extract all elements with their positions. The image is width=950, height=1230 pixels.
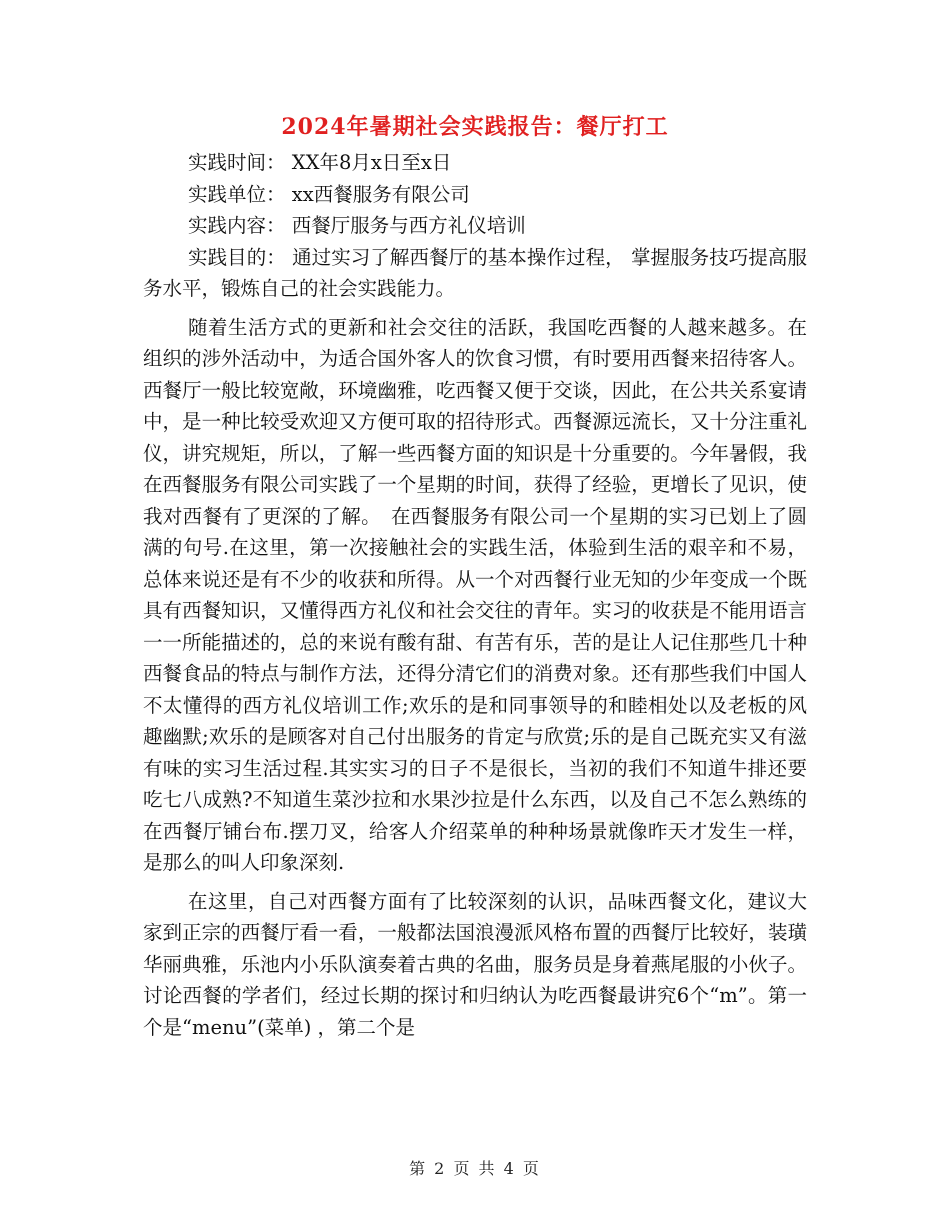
body-paragraph-2: 在这里，自己对西餐方面有了比较深刻的认识，品味西餐文化，建议大家到正宗的西餐厅看一看，一般都法国浪漫派风格布置的西餐厅比较好，装璜华丽典雅，乐池内小乐队演奏着古典的名曲，服务员是身着燕尾服的小伙子。讨论西餐的学者们，经过长期的探讨和归纳认为吃西餐最讲究6个“m”。第一个是“menu”(菜单) ，第二个是 [143, 889, 807, 1039]
meta-practice-unit: 实践单位： xx西餐服务有限公司 [188, 182, 470, 206]
meta-practice-content: 实践内容： 西餐厅服务与西方礼仪培训 [188, 214, 526, 237]
meta-practice-time: 实践时间： XX年8月x日至x日 [188, 151, 452, 174]
document-body [143, 147, 807, 1043]
page-footer: 第 2 页 共 4 页 [409, 1159, 541, 1178]
document-title: 2024年暑期社会实践报告：餐厅打工 [281, 114, 669, 140]
meta-practice-purpose: 实践目的： 通过实习了解西餐厅的基本操作过程， 掌握服务技巧提高服务水平，锻炼自己的社会实践能力。 [143, 245, 807, 300]
body-paragraph-1: 随着生活方式的更新和社会交往的活跃，我国吃西餐的人越来越多。在组织的涉外活动中，为适合国外客人的饮食习惯，有时要用西餐来招待客人。西餐厅一般比较宽敞，环境幽雅，吃西餐又便于交谈，因此，在公共关系宴请中，是一种比较受欢迎又方便可取的招待形式。西餐源远流长，又十分注重礼仪，讲究规矩，所以，了解一些西餐方面的知识是十分重要的。今年暑假，我在西餐服务有限公司实践了一个星期的时间，获得了经验，更增长了见识，使我对西餐有了更深的了解。 在西餐服务有限公司一个星期的实习已划上了圆满的句号.在这里，第一次接触社会的实践生活，体验到生活的艰辛和不易，总体来说还是有不少的收获和所得。从一个对西餐行业无知的少年变成一个既具有西餐知识，又懂得西方礼仪和社会交往的青年。实习的收获是不能用语言一一所能描述的，总的来说有酸有甜、有苦有乐，苦的是让人记住那些几十种西餐食品的特点与制作方法，还得分清它们的消费对象。还有那些我们中国人不太懂得的西方礼仪培训工作;欢乐的是和同事领导的和睦相处以及老板的风趣幽默;欢乐的是顾客对自己付出服务的肯定与欣赏;乐的是自己既充实又有滋有味的实习生活过程.其实实习的日子不是很长，当初的我们不知道牛排还要吃七八成熟?不知道生菜沙拉和水果沙拉是什么东西，以及自己不怎么熟练的在西餐厅铺台布.摆刀叉，给客人介绍菜单的种种场景就像昨天才发生一样，是那么的叫人印象深刻. [143, 315, 807, 874]
